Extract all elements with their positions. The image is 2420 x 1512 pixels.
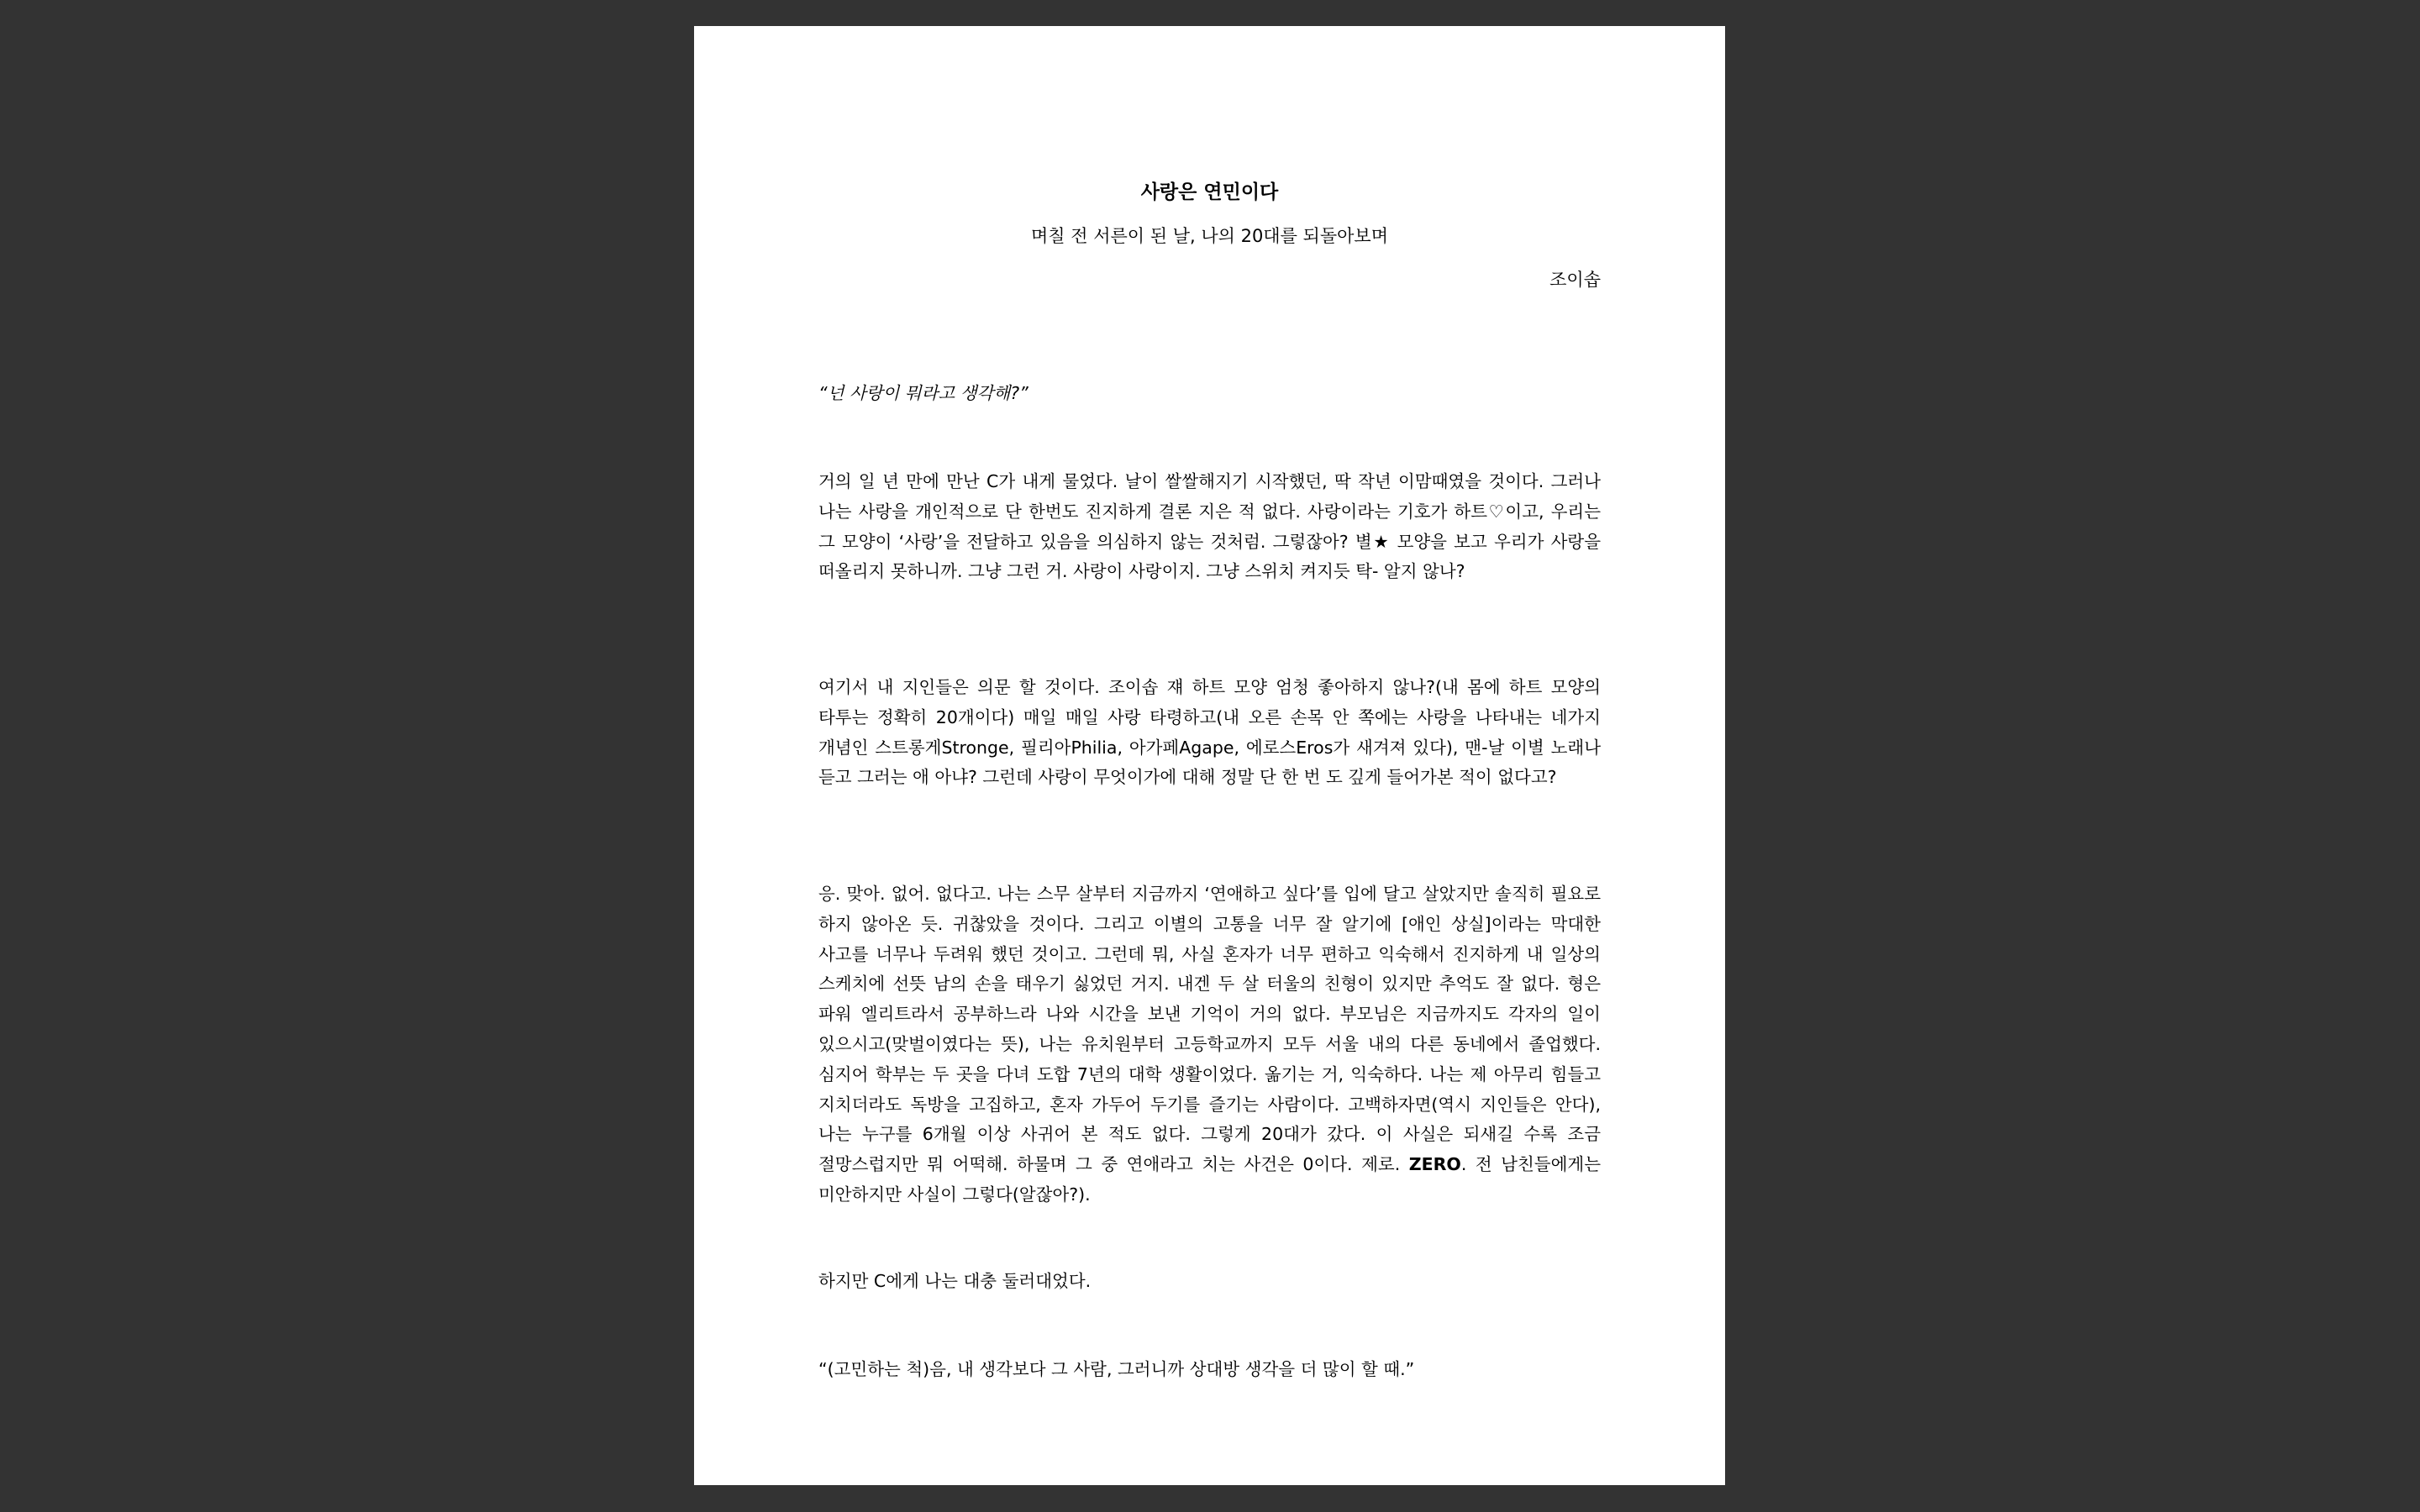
paragraph-3-text-a: 응. 맞아. 없어. 없다고. 나는 스무 살부터 지금까지 ‘연애하고 싶다’를 입에 달고 살았지만 솔직히 필요로 하지 않아온 듯. 귀찮았을 것이다. 그리고 이별의 고통을 너무 잘 알기에 [애인 상실]이라는 막대한 사고를 너무나 두려워 했던 것이고. 그런데 뭐, 사실 혼자가 너무 편하고 익숙해서 진지하게 내 일상의 스케치에 선뜻 남의 손을 태우기 싫었던 거지. 내겐 두 살 터울의 친형이 있지만 추억도 잘 없다. 형은 파워 엘리트라서 공부하느라 나와 시간을 보낸 기억이 거의 없다. 부모님은 지금까지도 각자의 일이 있으시고(맞벌이였다는 뜻), 나는 유치원부터 고등학교까지 모두 서울 내의 다른 동네에서 졸업했다. 심지어 학부는 두 곳을 다녀 도합 7년의 대학 생활이었다. 옮기는 거, 익숙하다. 나는 제 아무리 힘들고 지치더라도 독방을 고집하고, 혼자 가두어 두기를 즐기는 사람이다. 고백하자면(역시 지인들은 안다), 나는 누구를 6개월 이상 사귀어 본 적도 없다. 그렇게 20대가 갔다. 이 사실은 되새길 수록 조금 절망스럽지만 뭐 어떡해. 하물며 그 중 연애라고 치는 사건은 0이다. 제로.: [818, 884, 1601, 1175]
paragraph-3: [818, 879, 1601, 1210]
document-subtitle: 며칠 전 서른이 된 날, 나의 20대를 되돌아보며: [1031, 226, 1388, 246]
document-title: 사랑은 연민이다: [1140, 181, 1279, 203]
paragraph-3-text-b: . 전 남친들에게는 미안하지만 사실이 그렇다(알잖아?).: [818, 1154, 1601, 1205]
paragraph-3-zero-emphasis: ZERO: [1408, 1154, 1461, 1175]
document-author: 조이솝: [1549, 270, 1601, 290]
opening-quote: “넌 사랑이 뭐라고 생각해?”: [818, 383, 1028, 403]
paragraph-2: 여기서 내 지인들은 의문 할 것이다. 조이솝 쟤 하트 모양 엄청 좋아하지 않나?(내 몸에 하트 모양의 타투는 정확히 20개이다) 매일 매일 사랑 타령하고(내 오른 손목 안 쪽에는 사랑을 나타내는 네가지 개념인 스트롱게Stronge, 필리아Philia, 아가페Agape, 에로스Eros가 새겨져 있다), 맨-날 이별 노래나 듣고 그러는 애 아냐? 그런데 사랑이 무엇이가에 대해 정말 단 한 번 도 깊게 들어가본 적이 없다고?: [818, 677, 1601, 788]
document-page: [694, 26, 1725, 1485]
paragraph-1: 거의 일 년 만에 만난 C가 내게 물었다. 날이 쌀쌀해지기 시작했던, 딱 작년 이맘때였을 것이다. 그러나 나는 사랑을 개인적으로 단 한번도 진지하게 결론 지은 적 없다. 사랑이라는 기호가 하트♡이고, 우리는 그 모양이 ‘사랑’을 전달하고 있음을 의심하지 않는 것처럼. 그렇잖아? 별★ 모양을 보고 우리가 사랑을 떠올리지 못하니까. 그냥 그런 거. 사랑이 사랑이지. 그냥 스위치 켜지듯 탁- 알지 않나?: [818, 471, 1601, 582]
paragraph-5-quote: “(고민하는 척)음, 내 생각보다 그 사람, 그러니까 상대방 생각을 더 많이 할 때.”: [818, 1359, 1415, 1379]
paragraph-4: 하지만 C에게 나는 대충 둘러대었다.: [818, 1271, 1092, 1291]
